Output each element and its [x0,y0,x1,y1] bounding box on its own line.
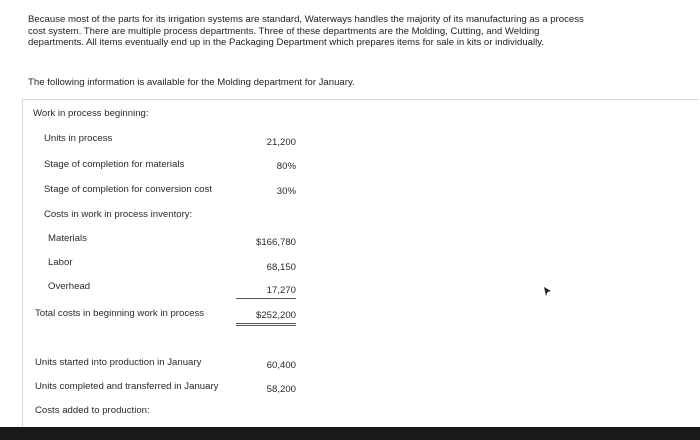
units-started-label: Units started into production in January [35,357,202,368]
mouse-cursor-icon [543,284,552,302]
materials-stage-label: Stage of completion for materials [44,159,185,170]
overhead-label: Overhead [48,281,91,292]
labor-label: Labor [48,257,73,268]
labor-value: 68,150 [266,262,296,273]
materials-label: Materials [48,233,87,244]
total-wip-label: Total costs in beginning work in process [35,308,205,319]
conversion-stage-value: 30% [276,186,296,197]
materials-value: $166,780 [255,237,296,248]
total-wip-value: $252,200 [236,310,296,326]
overhead-value: 17,270 [236,285,296,299]
intro-line-1: Because most of the parts for its irrigation systems are standard, Waterways handles the majority of its manufacturing as a process [28,14,584,25]
materials-stage-value: 80% [276,161,296,172]
bottom-bar [0,427,700,440]
units-started-value: 60,400 [266,360,296,371]
intro-line-2: cost system. There are multiple process departments. Three of these departments are the Molding, Cutting, and Welding [28,25,540,37]
units-in-process-value: 21,200 [266,137,296,148]
wip-heading: Work in process beginning: [33,108,149,119]
costs-added-label: Costs added to production: [35,405,150,416]
costs-in-wip-heading: Costs in work in process inventory: [44,209,193,220]
units-completed-value: 58,200 [266,384,296,395]
units-completed-label: Units completed and transferred in January [35,381,219,392]
units-in-process-label: Units in process [44,133,113,144]
conversion-stage-label: Stage of completion for conversion cost [44,184,212,195]
info-line: The following information is available for the Molding department for January. [28,77,355,88]
intro-line-3: departments. All items eventually end up in the Packaging Department which prepares items for sale in kits or individually. [28,37,545,49]
data-panel [22,99,699,429]
intro-paragraph [28,14,638,49]
